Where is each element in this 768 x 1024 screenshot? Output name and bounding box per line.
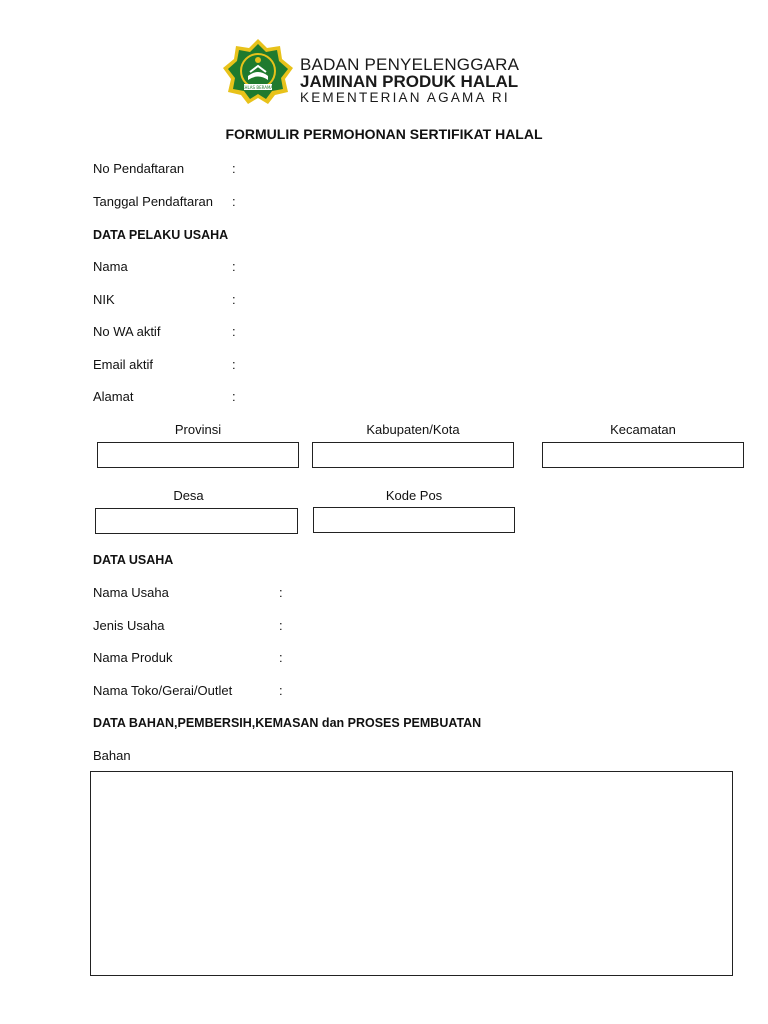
nama-colon: : xyxy=(232,259,236,274)
bahan-box[interactable] xyxy=(90,771,733,976)
org-line-2: JAMINAN PRODUK HALAL xyxy=(300,72,519,91)
kode-pos-label: Kode Pos xyxy=(385,488,443,503)
section-data-bahan: DATA BAHAN,PEMBERSIH,KEMASAN dan PROSES PEMBUATAN xyxy=(93,716,482,730)
jenis-usaha-colon: : xyxy=(279,618,283,633)
nama-usaha-colon: : xyxy=(279,585,283,600)
kabupaten-kota-label: Kabupaten/Kota xyxy=(366,422,460,437)
email-label: Email aktif xyxy=(93,357,153,372)
form-title: FORMULIR PERMOHONAN SERTIFIKAT HALAL xyxy=(225,126,543,142)
nama-usaha-label: Nama Usaha xyxy=(93,585,169,600)
email-colon: : xyxy=(232,357,236,372)
kemenag-logo xyxy=(222,38,294,104)
section-pelaku-usaha: DATA PELAKU USAHA xyxy=(93,228,229,242)
no-pendaftaran-colon: : xyxy=(232,161,236,176)
bahan-label: Bahan xyxy=(93,748,131,763)
provinsi-label: Provinsi xyxy=(174,422,222,437)
nama-toko-colon: : xyxy=(279,683,283,698)
section-data-usaha: DATA USAHA xyxy=(93,553,174,567)
jenis-usaha-label: Jenis Usaha xyxy=(93,618,165,633)
nik-label: NIK xyxy=(93,292,115,307)
provinsi-box[interactable] xyxy=(97,442,299,468)
tanggal-pendaftaran-colon: : xyxy=(232,194,236,209)
kecamatan-box[interactable] xyxy=(542,442,744,468)
nama-toko-label: Nama Toko/Gerai/Outlet xyxy=(93,683,233,698)
org-line-3: KEMENTERIAN AGAMA RI xyxy=(300,90,510,105)
nama-label: Nama xyxy=(93,259,128,274)
no-wa-label: No WA aktif xyxy=(93,324,161,339)
desa-box[interactable] xyxy=(95,508,298,534)
tanggal-pendaftaran-label: Tanggal Pendaftaran xyxy=(93,194,213,209)
no-wa-colon: : xyxy=(232,324,236,339)
kode-pos-box[interactable] xyxy=(313,507,515,533)
kecamatan-label: Kecamatan xyxy=(610,422,676,437)
svg-text:IKHLAS BERAMAL: IKHLAS BERAMAL xyxy=(240,85,276,90)
nama-produk-label: Nama Produk xyxy=(93,650,173,665)
alamat-label: Alamat xyxy=(93,389,134,404)
desa-label: Desa xyxy=(173,488,204,503)
nik-colon: : xyxy=(232,292,236,307)
kabupaten-kota-box[interactable] xyxy=(312,442,514,468)
org-name xyxy=(300,56,519,106)
alamat-colon: : xyxy=(232,389,236,404)
no-pendaftaran-label: No Pendaftaran xyxy=(93,161,185,176)
nama-produk-colon: : xyxy=(279,650,283,665)
org-line-1: BADAN PENYELENGGARA xyxy=(300,55,520,74)
